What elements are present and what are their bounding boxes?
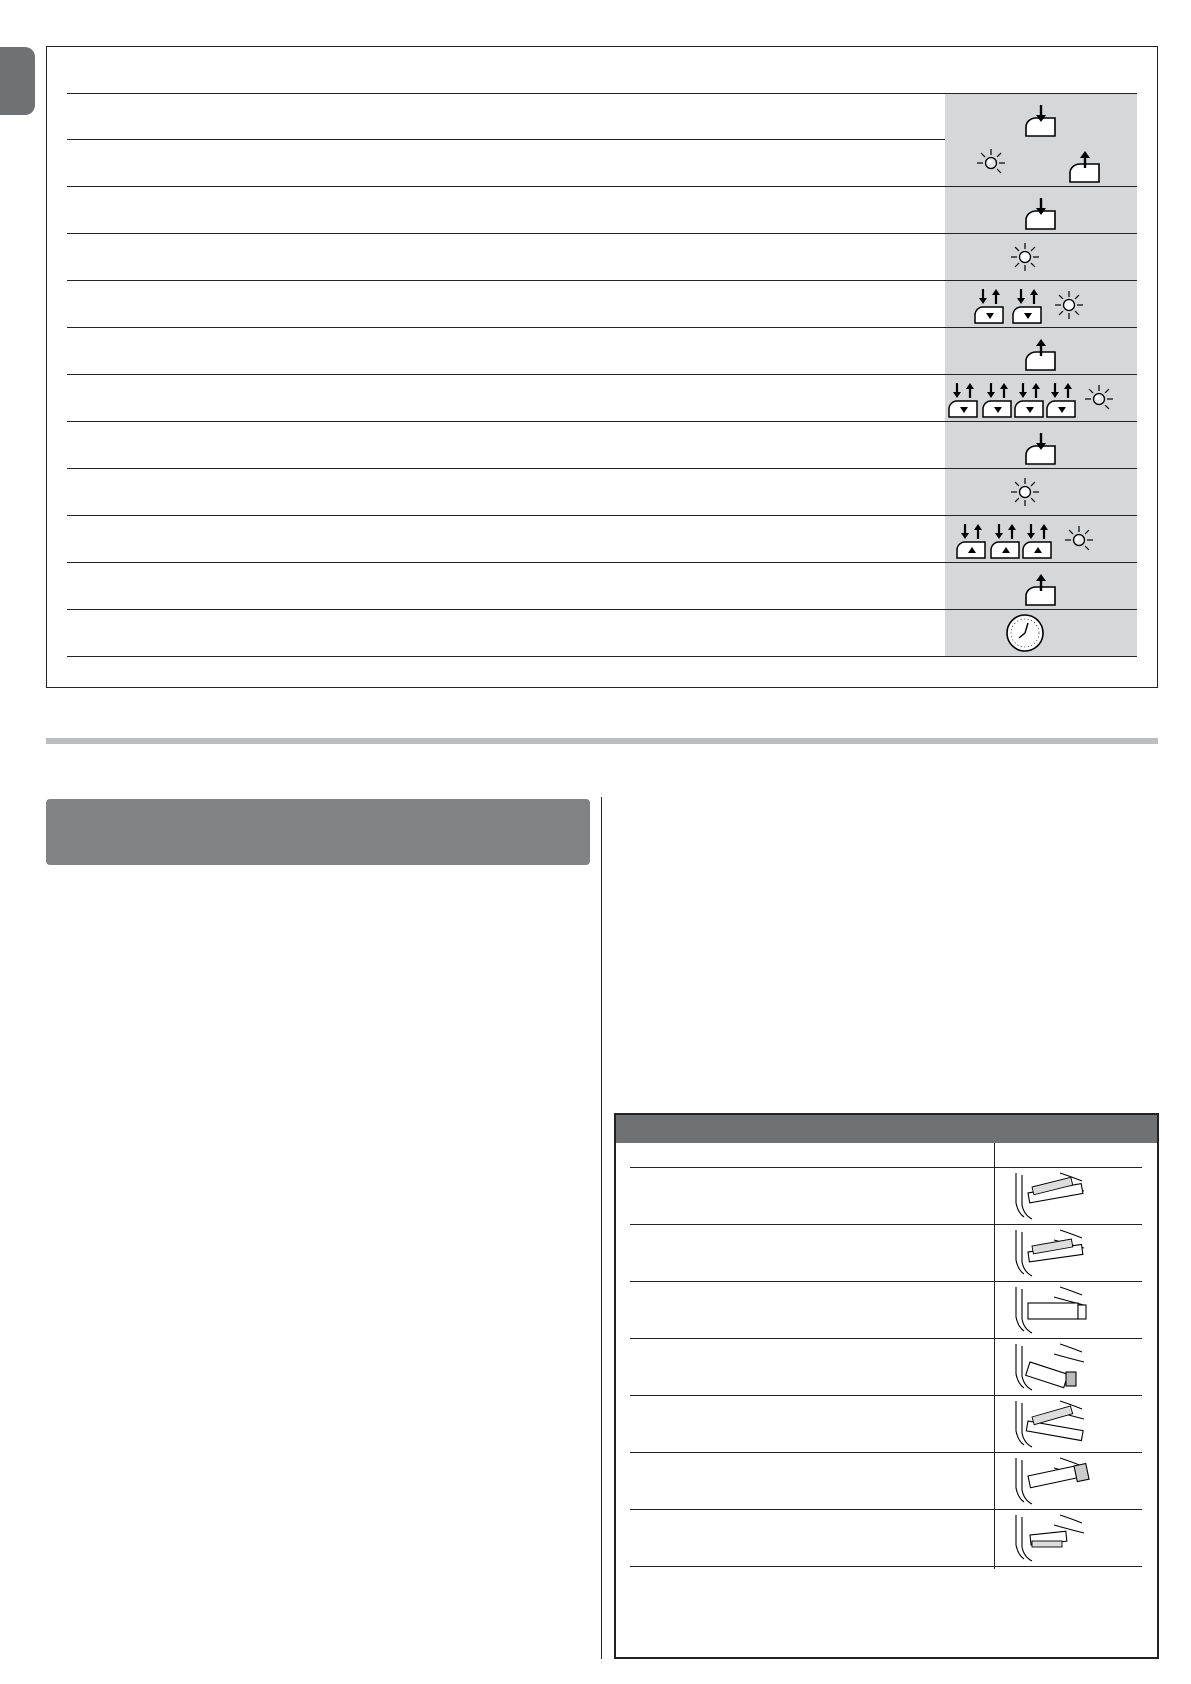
- release-lever-position-1-icon: [1002, 1169, 1112, 1229]
- table-row: [630, 1282, 1142, 1339]
- table-row: [630, 1510, 1142, 1567]
- table-row: [630, 1396, 1142, 1453]
- table-row: [630, 1339, 1142, 1396]
- press-button-icon: [945, 187, 1137, 233]
- procedure-step: [67, 93, 1137, 140]
- release-lever-position-4-icon: [1002, 1340, 1112, 1400]
- procedure-step: [67, 375, 1137, 422]
- procedure-table: [46, 46, 1158, 688]
- table-header: [616, 1115, 1157, 1143]
- step-text: [67, 528, 947, 550]
- press-button-icon: [945, 94, 1137, 140]
- step-text: [67, 246, 947, 268]
- press-release-down-x2-led-icon: [945, 281, 1137, 327]
- table-footnote: [630, 1579, 1142, 1649]
- step-text: [67, 340, 947, 362]
- section-separator: [46, 738, 1158, 744]
- right-column-text: [614, 797, 1158, 1097]
- step-text: [67, 152, 947, 174]
- step-text: [67, 387, 947, 409]
- table-row: [630, 1168, 1142, 1225]
- table-subheader: [630, 1143, 1142, 1168]
- step-text: [67, 293, 947, 315]
- step-text: [67, 622, 947, 644]
- release-lever-position-2-icon: [1002, 1226, 1112, 1286]
- procedure-step: [67, 281, 1137, 328]
- press-release-down-x4-led-icon: [945, 375, 1137, 421]
- press-button-icon: [945, 422, 1137, 468]
- led-on-icon: [945, 469, 1137, 515]
- column-divider: [601, 797, 602, 1659]
- step-text: [67, 434, 947, 456]
- release-lever-position-6-icon: [1002, 1454, 1112, 1514]
- release-lever-position-5-icon: [1002, 1397, 1112, 1457]
- procedure-step: [67, 563, 1137, 610]
- release-button-icon: [945, 328, 1137, 374]
- release-lever-table: [614, 1113, 1159, 1659]
- section-header: [46, 799, 590, 865]
- step-text: [67, 106, 947, 128]
- procedure-step: [67, 234, 1137, 281]
- language-tab: [0, 47, 35, 115]
- step-text: [67, 575, 947, 597]
- led-on-icon: [945, 234, 1137, 280]
- procedure-step: [67, 422, 1137, 469]
- step-text: [67, 199, 947, 221]
- release-lever-position-3-icon: [1002, 1283, 1112, 1343]
- release-lever-position-7-icon: [1002, 1511, 1112, 1571]
- procedure-step: [67, 140, 1137, 187]
- step-text: [67, 481, 947, 503]
- procedure-step: [67, 469, 1137, 516]
- procedure-step: [67, 610, 1137, 657]
- procedure-step: [67, 516, 1137, 563]
- press-release-up-x3-led-icon: [945, 516, 1137, 562]
- procedure-step: [67, 328, 1137, 375]
- table-row: [630, 1225, 1142, 1282]
- wait-clock-icon: [945, 610, 1137, 656]
- led-blink-release-button-icon: [945, 140, 1137, 186]
- procedure-step: [67, 187, 1137, 234]
- table-row: [630, 1453, 1142, 1510]
- release-button-icon: [945, 563, 1137, 609]
- left-column-text: [46, 880, 590, 1640]
